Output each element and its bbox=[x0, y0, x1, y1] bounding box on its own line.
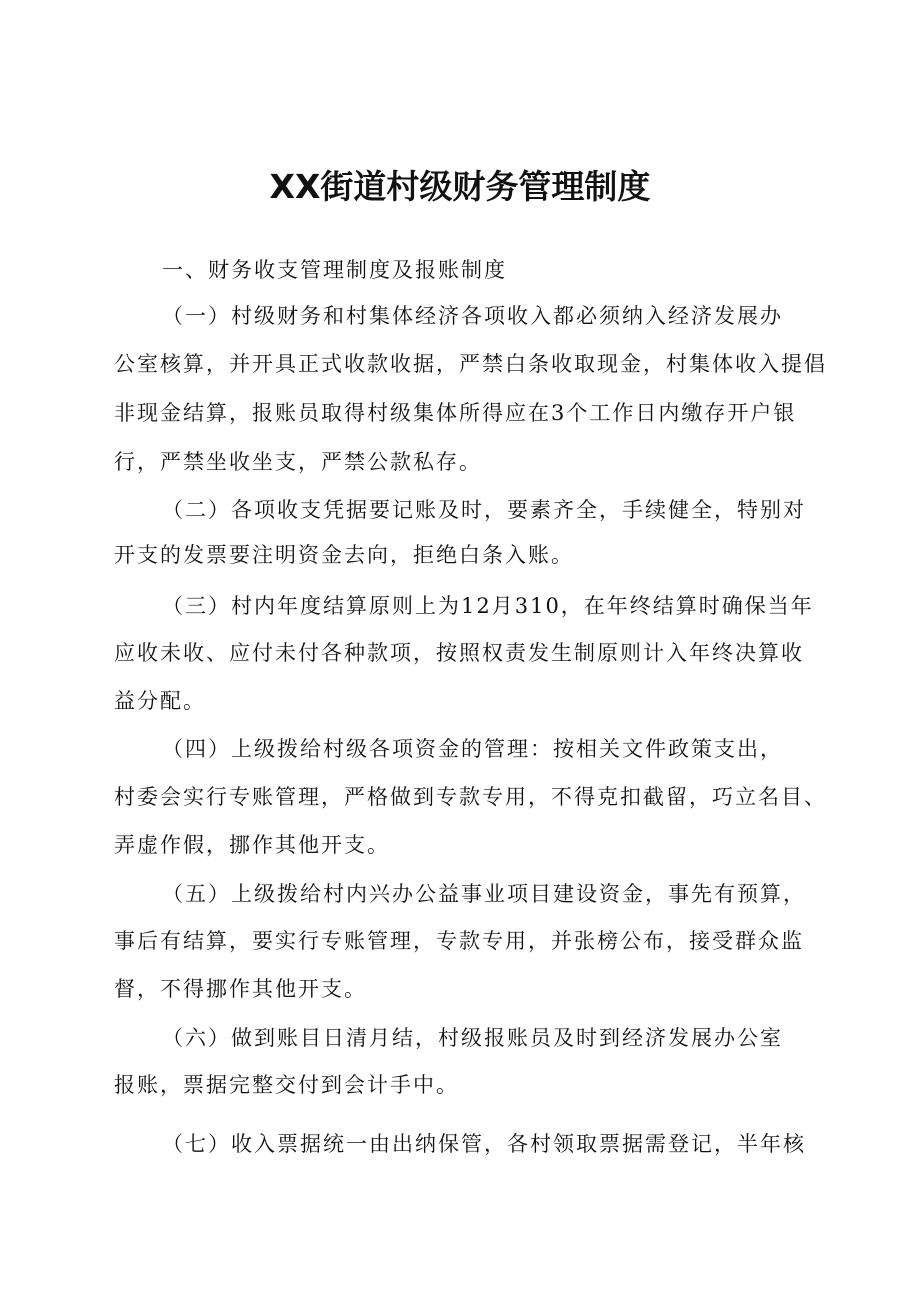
paragraph-line: 督，不得挪作其他开支。 bbox=[114, 977, 367, 1001]
paragraph-line: （六）做到账目日清月结，村级报账员及时到经济发展办公室 bbox=[162, 1026, 783, 1050]
paragraph-line: （一）村级财务和村集体经济各项收入都必须纳入经济发展办 bbox=[162, 304, 783, 328]
paragraph-line: 非现金结算，报账员取得村级集体所得应在3个工作日内缴存开户银 bbox=[114, 401, 797, 425]
section-heading: 一、财务收支管理制度及报账制度 bbox=[162, 258, 507, 282]
paragraph-line: 报账，票据完整交付到会计手中。 bbox=[114, 1073, 459, 1097]
paragraph-line: （四）上级拨给村级各项资金的管理：按相关文件政策支出， bbox=[162, 737, 783, 761]
paragraph-line: 开支的发票要注明资金去向，拒绝白条入账。 bbox=[114, 543, 574, 567]
paragraph-line: （七）收入票据统一由出纳保管，各村领取票据需登记，半年核 bbox=[162, 1132, 806, 1156]
paragraph-line: 事后有结算，要实行专账管理，专款专用，并张榜公布，接受群众监 bbox=[114, 929, 804, 953]
paragraph-line: 行，严禁坐收坐支，严禁公款私存。 bbox=[114, 450, 482, 474]
paragraph-line: 村委会实行专账管理，严格做到专款专用，不得克扣截留，巧立名目、 bbox=[114, 785, 827, 809]
document-title: XX街道村级财务管理制度 bbox=[269, 167, 651, 206]
paragraph-line: 应收未收、应付未付各种款项，按照权责发生制原则计入年终决算收 bbox=[114, 641, 804, 665]
paragraph-line: 益分配。 bbox=[114, 689, 206, 713]
paragraph-line: （五）上级拨给村内兴办公益事业项目建设资金，事先有预算， bbox=[162, 882, 806, 906]
paragraph-line: （三）村内年度结算原则上为12月310，在年终结算时确保当年 bbox=[162, 594, 814, 618]
paragraph-line: 弄虚作假，挪作其他开支。 bbox=[114, 833, 390, 857]
paragraph-line: 公室核算，并开具正式收款收据，严禁白条收取现金，村集体收入提倡 bbox=[114, 352, 827, 376]
paragraph-line: （二）各项收支凭据要记账及时，要素齐全，手续健全，特别对 bbox=[162, 498, 806, 522]
